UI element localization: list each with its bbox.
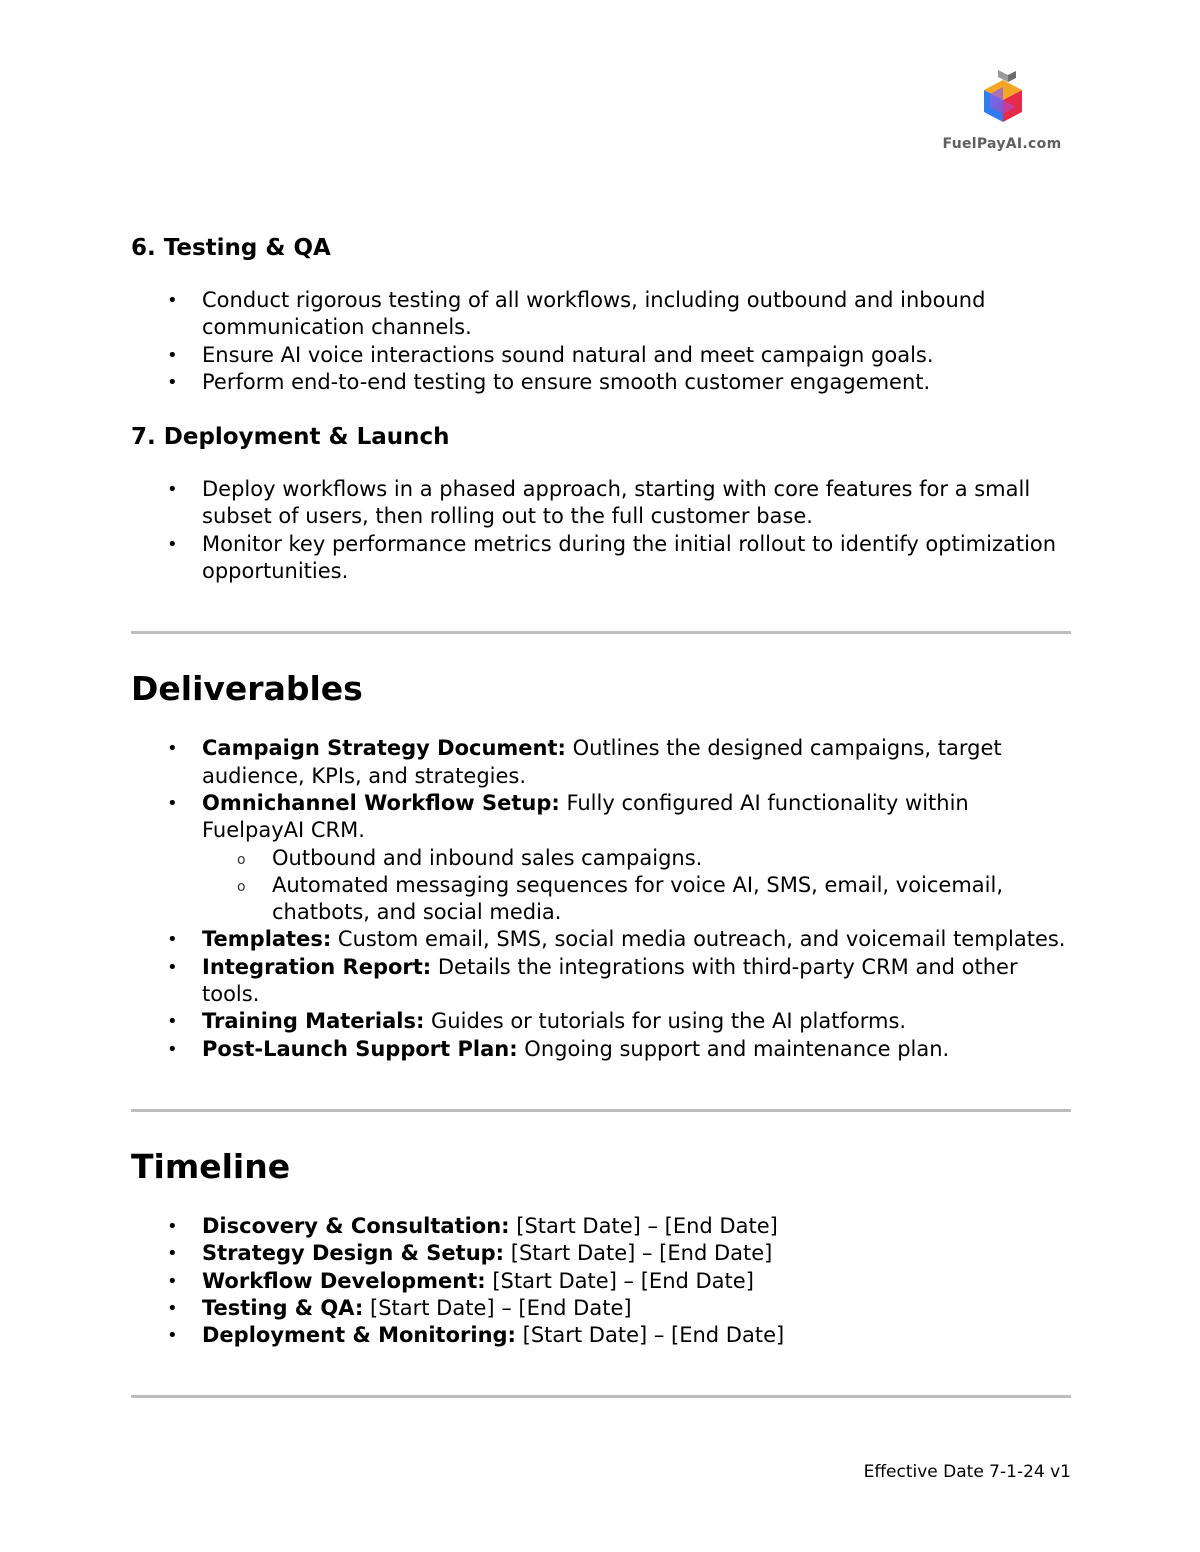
item-label: Strategy Design & Setup: bbox=[202, 1241, 505, 1266]
item-text: Fully configured AI functionality within FuelpayAI CRM. bbox=[202, 790, 969, 843]
section-heading-timeline: Timeline bbox=[131, 1146, 291, 1186]
item-label: Campaign Strategy Document: bbox=[202, 736, 566, 761]
list-item: • Ensure AI voice interactions sound natural and meet campaign goals. bbox=[131, 342, 1071, 369]
item-text: [Start Date] – [End Date] bbox=[504, 1241, 773, 1266]
testing-list bbox=[131, 287, 1071, 396]
footer-effective-date: Effective Date 7-1-24 v1 bbox=[863, 1462, 1071, 1482]
fuelpayai-cube-logo-icon bbox=[976, 68, 1030, 132]
list-item bbox=[131, 1295, 1071, 1322]
sub-list-item: o Automated messaging sequences for voice AI, SMS, email, voicemail, chatbots, and social media. bbox=[131, 872, 1071, 927]
section-divider bbox=[131, 1109, 1071, 1112]
section-divider bbox=[131, 1395, 1071, 1398]
section-heading-deliverables: Deliverables bbox=[131, 669, 363, 709]
item-text: [Start Date] – [End Date] bbox=[515, 1323, 785, 1348]
item-label: Workflow Development: bbox=[202, 1268, 486, 1293]
list-item bbox=[131, 1322, 1071, 1349]
item-label: Post-Launch Support Plan: bbox=[202, 1036, 518, 1061]
item-text: [Start Date] – [End Date] bbox=[509, 1213, 778, 1238]
list-item bbox=[131, 790, 1071, 845]
list-item: • Perform end-to-end testing to ensure smooth customer engagement. bbox=[131, 369, 1071, 396]
document-body bbox=[131, 228, 1071, 1398]
item-label: Testing & QA: bbox=[202, 1295, 364, 1320]
list-item bbox=[131, 1240, 1071, 1267]
list-item bbox=[131, 1036, 1071, 1063]
section-heading-deployment: 7. Deployment & Launch bbox=[131, 424, 450, 451]
item-text: Details the integrations with third-party CRM and other tools. bbox=[202, 954, 1018, 1007]
company-logo bbox=[936, 68, 1068, 158]
item-label: Integration Report: bbox=[202, 954, 432, 979]
section-divider bbox=[131, 631, 1071, 634]
list-item: • Conduct rigorous testing of all workflows, including outbound and inbound communication channels. bbox=[131, 287, 1071, 342]
item-label: Discovery & Consultation: bbox=[202, 1213, 510, 1238]
timeline-list bbox=[131, 1213, 1071, 1349]
item-text: [Start Date] – [End Date] bbox=[363, 1295, 632, 1320]
item-label: Templates: bbox=[202, 927, 332, 952]
item-label: Omnichannel Workflow Setup: bbox=[202, 790, 560, 815]
item-label: Training Materials: bbox=[202, 1009, 425, 1034]
item-text: Outlines the designed campaigns, target audience, KPIs, and strategies. bbox=[202, 736, 1002, 788]
list-item bbox=[131, 1268, 1071, 1295]
item-text: Ongoing support and maintenance plan. bbox=[517, 1036, 950, 1061]
item-text: Guides or tutorials for using the AI platforms. bbox=[424, 1009, 907, 1034]
list-item bbox=[131, 735, 1071, 790]
list-item bbox=[131, 1213, 1071, 1240]
item-label: Deployment & Monitoring: bbox=[202, 1323, 516, 1348]
item-text: Custom email, SMS, social media outreach, and voicemail templates. bbox=[331, 927, 1066, 952]
list-item: • Monitor key performance metrics during the initial rollout to identify optimization opportunities. bbox=[131, 531, 1071, 586]
list-item bbox=[131, 1008, 1071, 1035]
list-item bbox=[131, 954, 1071, 1009]
list-item: • Deploy workflows in a phased approach, starting with core features for a small subset of users, then rolling out to the full customer base. bbox=[131, 476, 1071, 531]
item-text: [Start Date] – [End Date] bbox=[485, 1268, 754, 1293]
deployment-list bbox=[131, 476, 1071, 585]
sub-list-item: o Outbound and inbound sales campaigns. bbox=[131, 845, 1071, 872]
list-item bbox=[131, 926, 1071, 953]
deliverables-list bbox=[131, 735, 1071, 1063]
section-heading-testing: 6. Testing & QA bbox=[131, 235, 331, 261]
logo-wordmark: FuelPayAI.com bbox=[942, 136, 1062, 152]
